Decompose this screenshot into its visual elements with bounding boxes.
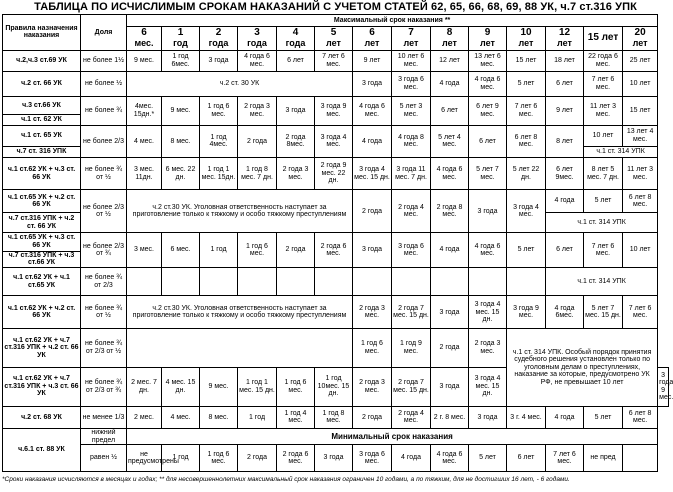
term-cell: 4 года 6 мес. — [238, 50, 277, 71]
term-cell: 5 лет — [507, 72, 546, 96]
term-unit: года — [285, 38, 306, 49]
term-cell: 3 года 6 мес. — [392, 233, 431, 268]
term-cell: 4 года 6 мес. — [353, 96, 392, 126]
term-unit: года — [247, 38, 267, 49]
share-cell: равен ½ — [81, 445, 127, 472]
term-cell: 1 год 8 мес. — [315, 406, 353, 428]
term-cell: 4 мес. — [162, 406, 200, 428]
term-cell: 1 год 10мес. 15 дн. — [315, 367, 353, 406]
term-cell: 6 лет 8 мес. — [507, 126, 546, 158]
empty-cell — [277, 267, 315, 296]
term-cell: 8 мес. — [162, 126, 200, 158]
term-cell: 4 года — [353, 126, 392, 158]
term-unit: лет — [480, 38, 495, 49]
term-cell: 8 мес. — [200, 406, 238, 428]
rule-cell: ч.1 ст.65 УК + ч.2 ст. 66 УК — [3, 190, 81, 212]
term-cell: 3 года 6 мес. — [353, 445, 392, 472]
term-column-header — [200, 27, 238, 50]
rule-cell: ч.1 ст.65 УК + ч.3 ст. 66 УК — [3, 233, 81, 251]
term-column-header — [469, 27, 507, 50]
term-cell: 2 года — [431, 329, 469, 368]
term-cell: 1 год 6 мес. — [353, 329, 392, 368]
term-cell: 13 лет 6 мес. — [469, 50, 507, 71]
term-cell: 1 год — [200, 233, 238, 268]
term-number: 1 — [177, 27, 184, 39]
term-cell: 12 лет — [431, 50, 469, 71]
term-cell: 3 года 4 мес. 15 дн. — [353, 157, 392, 190]
term-cell: 3 года 11 мес. 7 дн. — [392, 157, 431, 190]
term-number: 3 — [254, 27, 260, 39]
term-unit: лет — [326, 38, 341, 49]
term-cell: 3 года 4 мес. 15 дн. — [469, 367, 507, 406]
term-cell: 9 лет — [353, 50, 392, 71]
rule-cell: ч.1 ст. 62 УК — [3, 114, 81, 125]
term-cell: 3 года — [315, 445, 353, 472]
term-column-header — [546, 27, 584, 50]
term-cell: 8 лет 5 мес. 7 дн. — [584, 157, 623, 190]
term-column-header — [162, 27, 200, 50]
empty-cell — [392, 267, 431, 296]
term-cell: 3 года 9 мес. — [315, 96, 353, 126]
term-cell: 4 года — [392, 445, 431, 472]
term-cell: 3 года — [431, 296, 469, 329]
term-cell: 1 год 6 мес. — [238, 233, 277, 268]
term-cell: 6 лет 8 мес. — [623, 406, 658, 428]
rules-header: Правила назначения наказания — [3, 15, 81, 51]
term-cell: 11 лет 3 мес. — [584, 96, 623, 126]
term-number: 5 — [330, 27, 337, 39]
term-cell: 2 года 9 мес. 22 дн. — [315, 157, 353, 190]
term-cell: 2 года — [353, 190, 392, 233]
term-cell: 5 лет 7 мес. — [469, 157, 507, 190]
rule-cell: ч.1 ст.62 УК + ч.7 ст.316 УПК + ч.2 ст. 66 УК — [3, 329, 81, 368]
share-cell: не более 2/3 от ¾ — [81, 233, 127, 268]
share-cell: нижний предел — [81, 429, 127, 445]
term-number: 12 — [558, 27, 571, 39]
term-cell: 3 года 4 мес. — [507, 190, 546, 233]
term-cell: 10 лет — [623, 72, 658, 96]
term-cell: 4 года — [431, 72, 469, 96]
empty-cell — [127, 329, 353, 368]
term-cell: 3 года — [469, 190, 507, 233]
rule-cell: ч.3 ст.66 УК — [3, 96, 81, 114]
term-cell: 1 год 6мес. — [162, 50, 200, 71]
term-cell: 2 мес. — [127, 406, 162, 428]
term-cell: 1 год 4мес. — [200, 126, 238, 158]
term-cell: 18 лет — [546, 50, 584, 71]
term-cell: 6 лет 9 мес. — [469, 96, 507, 126]
term-number: 7 — [408, 27, 414, 39]
term-cell: 5 лет — [507, 233, 546, 268]
term-cell: 7 лет 6 мес. — [584, 233, 623, 268]
term-cell: 5 лет — [469, 445, 507, 472]
term-cell: 2 года 8мес. — [277, 126, 315, 158]
term-column-header — [623, 27, 658, 50]
rule-cell: ч.1 ст.62 УК + ч.7 ст.316 УПК + ч.3 ст. 66 УК — [3, 367, 81, 406]
term-cell: 4 мес. 15 дн. — [162, 367, 200, 406]
term-unit: года — [208, 38, 229, 49]
term-cell: 7 лет 6 мес. — [623, 296, 658, 329]
empty-cell — [127, 267, 162, 296]
term-unit: лет — [518, 38, 534, 49]
term-cell: 3 мес. 11дн. — [127, 157, 162, 190]
term-cell: 6 мес. 22 дн. — [162, 157, 200, 190]
term-cell: 7 лет 6 мес. — [507, 96, 546, 126]
term-cell: 2 года — [277, 233, 315, 268]
share-cell: не более ¾ от 2/3 от ½ — [81, 329, 127, 368]
rule-cell: ч.1 ст.62 УК + ч.3 ст. 66 УК — [3, 157, 81, 190]
merged-note: ч.2 ст. 30 УК — [127, 72, 353, 96]
term-cell: 1 год 6 мес. — [277, 367, 315, 406]
empty-cell — [315, 267, 353, 296]
term-cell: 4 года 6 мес. — [431, 445, 469, 472]
term-column-header — [277, 27, 315, 50]
term-cell: 2 года 7 мес. 15 дн. — [392, 367, 431, 406]
term-cell: 1 год 8 мес. 7 дн. — [238, 157, 277, 190]
term-column-header — [315, 27, 353, 50]
term-cell: 3 года — [431, 367, 469, 406]
term-cell: 5 лет — [584, 190, 623, 212]
term-number: 6 — [369, 27, 375, 39]
share-cell: не более 2/3 — [81, 126, 127, 158]
term-number: 10 — [520, 27, 532, 39]
term-cell: 3 года — [277, 96, 315, 126]
empty-cell — [507, 267, 546, 296]
ext-note: ч.1 ст. 314 УПК — [546, 212, 658, 232]
share-cell: не более ¾ — [81, 96, 127, 126]
term-cell: 4 года 6 мес. — [469, 233, 507, 268]
term-cell: 1 год 1 мес. 15 дн. — [238, 367, 277, 406]
term-number: 15 лет — [587, 32, 619, 44]
term-cell: 5 лет 7 мес. 15 дн. — [584, 296, 623, 329]
rule-cell: ч.2 ст. 68 УК — [3, 406, 81, 428]
term-cell: 4мес. 15дн.* — [127, 96, 162, 126]
share-cell: не более 2/3 от ½ — [81, 190, 127, 233]
min-term-header: Минимальный срок наказания — [127, 429, 658, 445]
empty-cell — [469, 267, 507, 296]
term-column-header — [353, 27, 392, 50]
term-cell: 1 год 6 мес. — [200, 96, 238, 126]
term-cell: 2 года 3 мес. — [353, 296, 392, 329]
term-number: 8 — [446, 27, 453, 39]
term-cell: 6 лет — [546, 233, 584, 268]
term-unit: лет — [632, 38, 648, 49]
rule-cell: ч.7 ст. 316 УПК — [3, 146, 81, 157]
share-cell: не менее 1/3 — [81, 406, 127, 428]
term-cell: 2 года 3 мес. — [353, 367, 392, 406]
term-column-header — [507, 27, 546, 50]
term-cell: 5 лет 3 мес. — [392, 96, 431, 126]
sentence-table — [2, 14, 673, 472]
rule-cell: ч.7 ст.316 УПК + ч.3 ст.66 УК — [3, 251, 81, 267]
term-cell: 2 года — [238, 445, 277, 472]
term-unit: лет — [557, 38, 572, 49]
ext-note: ч.1 ст. 314 УПК — [546, 267, 658, 296]
term-number: 20 — [634, 27, 646, 39]
term-cell: 2 года — [238, 126, 277, 158]
term-column-header — [238, 27, 277, 50]
term-cell: 5 лет — [584, 406, 623, 428]
term-cell: 3 года — [469, 406, 507, 428]
term-cell: 3 года 6 мес. — [392, 72, 431, 96]
term-column-header — [127, 27, 162, 50]
rule-cell: ч.1 ст. 65 УК — [3, 126, 81, 146]
term-cell: 4 года — [431, 233, 469, 268]
term-cell: 3 года 4 мес. 15 дн. — [469, 296, 507, 329]
term-cell: 6 мес. — [162, 233, 200, 268]
term-cell: 6 лет 9мес. — [546, 157, 584, 190]
term-cell: 4 года 6 мес. — [469, 72, 507, 96]
term-number: 9 — [484, 27, 491, 39]
page-title: ТАБЛИЦА ПО ИСЧИСЛИМЫМ СРОКАМ НАКАЗАНИЙ С УЧЕТОМ СТАТЕЙ 62, 65, 66, 68, 69, 88 УК, ч.7 ст.316 УПК — [34, 1, 637, 13]
rule-cell: ч.7 ст.316 УПК + ч.2 ст. 66 УК — [3, 212, 81, 232]
term-cell: 7 лет 6 мес. — [546, 445, 584, 472]
share-cell: не более ¾ от 2/3 от ¾ — [81, 367, 127, 406]
term-cell: 15 лет — [623, 96, 658, 126]
term-cell: 2 года 6 мес. — [277, 445, 315, 472]
term-cell: 4 мес. — [127, 126, 162, 158]
term-cell: 2 мес. 7 дн. — [127, 367, 162, 406]
term-cell: 1 год 1 мес. 15дн. — [200, 157, 238, 190]
rule-cell: ч.6.1 ст. 88 УК — [3, 429, 81, 472]
term-cell: 22 года 6 мес. — [584, 50, 623, 71]
term-column-header — [584, 27, 623, 50]
term-cell: 1 год — [238, 406, 277, 428]
term-cell: 6 лет 8 мес. — [623, 190, 658, 212]
term-cell: 4 года — [546, 406, 584, 428]
term-cell: 3 мес. — [127, 233, 162, 268]
term-column-header — [392, 27, 431, 50]
term-cell: 8 лет — [546, 126, 584, 158]
term-cell: 11 лет 3 мес. — [623, 157, 658, 190]
term-cell: 6 лет — [469, 126, 507, 158]
rule-cell: ч.1 ст.62 УК + ч.2 ст. 66 УК — [3, 296, 81, 329]
term-cell: 6 лет — [507, 445, 546, 472]
rule-cell: ч.2,ч.3 ст.69 УК — [3, 50, 81, 71]
term-cell: 6 лет — [431, 96, 469, 126]
term-unit: лет — [364, 38, 380, 49]
term-cell: 9 мес. — [127, 50, 162, 71]
term-cell: 6 лет — [277, 50, 315, 71]
term-cell: 2 года 8 мес. — [431, 190, 469, 233]
term-cell: 2 года 6 мес. — [315, 233, 353, 268]
term-number: 2 — [215, 27, 222, 39]
rule-cell: ч.1 ст.62 УК + ч.1 ст.65 УК — [3, 267, 81, 296]
share-cell: не более ½ — [81, 72, 127, 96]
term-cell: 3 года 9 мес. — [507, 296, 546, 329]
merged-note: ч.2 ст.30 УК. Уголовная ответственность наступает за приготовление только к тяжкому и особо тяжкому преступлениям — [127, 190, 353, 233]
term-cell: 10 лет 6 мес. — [392, 50, 431, 71]
term-cell: не пред — [584, 445, 623, 472]
term-cell: 1 год 4 мес. — [277, 406, 315, 428]
term-cell: 6 лет — [546, 72, 584, 96]
term-number: 6 — [141, 27, 147, 39]
share-cell: не более ¾ от 2/3 — [81, 267, 127, 296]
share-cell: не более ¾ от ½ — [81, 296, 127, 329]
term-number: 4 — [292, 27, 299, 39]
term-cell: 7 лет 6 мес. — [584, 72, 623, 96]
term-unit: лет — [442, 38, 457, 49]
term-cell: 1 год 6 мес. — [200, 445, 238, 472]
empty-cell — [431, 267, 469, 296]
term-cell: 9 мес. — [162, 96, 200, 126]
merged-note: ч.2 ст.30 УК. Уголовная ответственность наступает за приготовление только к тяжкому и особо тяжкому преступлениям — [127, 296, 353, 329]
term-cell: 2 года 3 мес. — [469, 329, 507, 368]
term-cell: 25 лет — [623, 50, 658, 71]
term-unit: год — [173, 38, 188, 49]
max-term-header: Максимальный срок наказания ** — [127, 15, 658, 27]
term-cell: 2 года — [353, 406, 392, 428]
term-unit: мес. — [134, 38, 154, 49]
term-cell: 1 год 9 мес. — [392, 329, 431, 368]
empty-cell — [200, 267, 238, 296]
term-cell: 7 лет 6 мес. — [315, 50, 353, 71]
empty-cell — [623, 445, 658, 472]
empty-cell — [353, 267, 392, 296]
rule-cell: ч.2 ст. 66 УК — [3, 72, 81, 96]
term-cell: 3 года 9 мес. — [658, 367, 669, 406]
ext-note: ч.1 ст. 314 УПК. Особый порядок принятия судебного решения установлен только по уголовным делам о преступлениях, наказание за которые, предусмотрено УК РФ, не превышает 10 лет — [507, 329, 658, 407]
term-cell: 13 лет 4 мес. — [623, 126, 658, 146]
ext-note: ч.1 ст. 314 УПК — [584, 146, 658, 157]
share-cell: не более 1½ — [81, 50, 127, 71]
term-cell: 3 года — [200, 50, 238, 71]
term-cell: 4 года — [546, 190, 584, 212]
term-cell: 2 года 4 мес. — [392, 406, 431, 428]
share-header: Доля — [81, 15, 127, 51]
term-cell: не предусмотрены — [127, 445, 162, 472]
term-cell: 9 мес. — [200, 367, 238, 406]
term-cell: 3 г. 4 мес. — [507, 406, 546, 428]
term-cell: 5 лет 4 мес. — [431, 126, 469, 158]
term-cell: 10 лет — [623, 233, 658, 268]
share-cell: не более ¾ от ½ — [81, 157, 127, 190]
term-unit: лет — [403, 38, 419, 49]
footnote: *Сроки наказания исчисляются в месяцах и годах; ** для несовершеннолетних максимальный срок наказания ограничен 10 годами, а по тяжким, для не достигших 16 лет, - 6 годами. — [2, 476, 570, 483]
term-cell: 3 года — [353, 72, 392, 96]
term-cell: 5 лет 22 дн. — [507, 157, 546, 190]
term-cell: 9 лет — [546, 96, 584, 126]
term-cell: 15 лет — [507, 50, 546, 71]
term-cell: 1 год — [162, 445, 200, 472]
term-cell: 10 лет — [584, 126, 623, 146]
term-cell: 4 года 6 мес. — [431, 157, 469, 190]
term-cell: 4 года 8 мес. — [392, 126, 431, 158]
term-cell: 3 года 4 мес. — [315, 126, 353, 158]
term-cell: 2 года 7 мес. 15 дн. — [392, 296, 431, 329]
term-cell: 2 года 4 мес. — [392, 190, 431, 233]
term-cell: 4 года 6мес. — [546, 296, 584, 329]
empty-cell — [238, 267, 277, 296]
term-cell: 3 года — [353, 233, 392, 268]
term-cell: 2 года 3 мес. — [238, 96, 277, 126]
term-cell: 2 г. 8 мес. — [431, 406, 469, 428]
term-cell: 2 года 3 мес. — [277, 157, 315, 190]
empty-cell — [162, 267, 200, 296]
term-column-header — [431, 27, 469, 50]
